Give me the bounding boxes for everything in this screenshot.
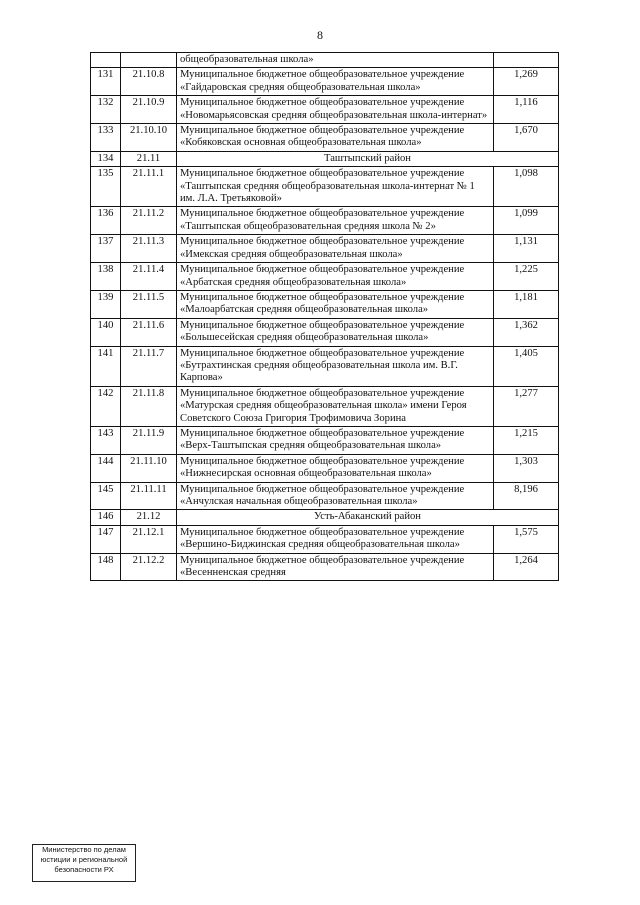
table-body (91, 53, 559, 581)
coefficient-value-cell: 1,131 (494, 235, 559, 263)
coefficient-value-cell: 1,670 (494, 124, 559, 152)
institution-name-cell: Муниципальное бюджетное общеобразовательное учреждение «Верх-Таштыпская средняя общеобразовательная школа» (177, 426, 494, 454)
name-cell: общеобразовательная школа» (177, 53, 494, 68)
table-row-continuation (91, 53, 559, 68)
num-cell (91, 53, 121, 68)
stamp-line: безопасности РХ (54, 865, 114, 874)
coefficient-value-cell: 1,099 (494, 207, 559, 235)
institution-name-cell: Муниципальное бюджетное общеобразовательное учреждение «Матурская средняя общеобразовательная школа» имени Героя Советского Союза Григория Трофимовича Зорина (177, 386, 494, 426)
table-row (91, 124, 559, 152)
table-row (91, 290, 559, 318)
row-code-cell: 21.11 (121, 151, 177, 166)
row-number-cell: 140 (91, 318, 121, 346)
row-code-cell: 21.11.4 (121, 263, 177, 291)
row-code-cell: 21.11.8 (121, 386, 177, 426)
coefficient-value-cell: 8,196 (494, 482, 559, 510)
row-code-cell: 21.11.6 (121, 318, 177, 346)
row-number-cell: 136 (91, 207, 121, 235)
row-number-cell: 145 (91, 482, 121, 510)
row-code-cell: 21.11.3 (121, 235, 177, 263)
table-row (91, 235, 559, 263)
coefficient-value-cell: 1,362 (494, 318, 559, 346)
coefficient-value-cell: 1,277 (494, 386, 559, 426)
row-code-cell: 21.12.2 (121, 553, 177, 581)
table-row (91, 454, 559, 482)
institution-name-cell: Муниципальное бюджетное общеобразовательное учреждение «Малоарбатская средняя общеобразовательная школа» (177, 290, 494, 318)
row-code-cell: 21.10.10 (121, 124, 177, 152)
row-code-cell: 21.11.2 (121, 207, 177, 235)
coefficient-value-cell: 1,098 (494, 167, 559, 207)
coefficient-value-cell: 1,575 (494, 525, 559, 553)
coefficient-value-cell: 1,303 (494, 454, 559, 482)
institution-name-cell: Муниципальное бюджетное общеобразовательное учреждение «Гайдаровская средняя общеобразовательная школа» (177, 68, 494, 96)
table-row (91, 386, 559, 426)
code-cell (121, 53, 177, 68)
row-number-cell: 147 (91, 525, 121, 553)
table-row (91, 525, 559, 553)
coefficient-value-cell: 1,264 (494, 553, 559, 581)
row-code-cell: 21.10.8 (121, 68, 177, 96)
table-row-region (91, 510, 559, 525)
row-number-cell: 141 (91, 346, 121, 386)
institution-name-cell: Муниципальное бюджетное общеобразовательное учреждение «Бутрахтинская средняя общеобразовательная школа им. В.Г. Карпова» (177, 346, 494, 386)
table-row (91, 426, 559, 454)
row-code-cell: 21.10.9 (121, 96, 177, 124)
row-code-cell: 21.11.7 (121, 346, 177, 386)
institution-name-cell: Муниципальное бюджетное общеобразовательное учреждение «Таштыпская средняя общеобразовательная школа-интернат № 1 им. Л.А. Третьяковой» (177, 167, 494, 207)
stamp-line: юстиции и региональной (40, 855, 128, 864)
row-number-cell: 133 (91, 124, 121, 152)
institution-name-cell: Муниципальное бюджетное общеобразовательное учреждение «Имекская средняя общеобразовательная школа» (177, 235, 494, 263)
row-number-cell: 139 (91, 290, 121, 318)
table-row (91, 346, 559, 386)
row-number-cell: 135 (91, 167, 121, 207)
row-code-cell: 21.12 (121, 510, 177, 525)
row-number-cell: 134 (91, 151, 121, 166)
table-row-region (91, 151, 559, 166)
coefficient-value-cell: 1,215 (494, 426, 559, 454)
table-row (91, 553, 559, 581)
institution-name-cell: Муниципальное бюджетное общеобразовательное учреждение «Нижнесирская основная общеобразовательная школа» (177, 454, 494, 482)
row-code-cell: 21.11.11 (121, 482, 177, 510)
institution-name-cell: Муниципальное бюджетное общеобразовательное учреждение «Арбатская средняя общеобразовательная школа» (177, 263, 494, 291)
row-number-cell: 144 (91, 454, 121, 482)
table-row (91, 263, 559, 291)
table-row (91, 318, 559, 346)
row-number-cell: 132 (91, 96, 121, 124)
value-cell (494, 53, 559, 68)
row-code-cell: 21.11.10 (121, 454, 177, 482)
schools-table (90, 52, 559, 581)
row-code-cell: 21.12.1 (121, 525, 177, 553)
row-number-cell: 143 (91, 426, 121, 454)
coefficient-value-cell: 1,181 (494, 290, 559, 318)
row-number-cell: 131 (91, 68, 121, 96)
institution-name-cell: Муниципальное бюджетное общеобразовательное учреждение «Вершино-Биджинская средняя общеобразовательная школа» (177, 525, 494, 553)
table-row (91, 482, 559, 510)
page-number: 8 (317, 28, 323, 42)
institution-name-cell: Муниципальное бюджетное общеобразовательное учреждение «Кобяковская основная общеобразовательная школа» (177, 124, 494, 152)
row-code-cell: 21.11.1 (121, 167, 177, 207)
coefficient-value-cell: 1,269 (494, 68, 559, 96)
institution-name-cell: Муниципальное бюджетное общеобразовательное учреждение «Таштыпская общеобразовательная средняя школа № 2» (177, 207, 494, 235)
row-number-cell: 137 (91, 235, 121, 263)
stamp-line: Министерство по делам (42, 845, 126, 854)
row-number-cell: 138 (91, 263, 121, 291)
table-row (91, 167, 559, 207)
coefficient-value-cell: 1,405 (494, 346, 559, 386)
table-row (91, 207, 559, 235)
region-name-cell: Усть-Абаканский район (177, 510, 559, 525)
row-code-cell: 21.11.5 (121, 290, 177, 318)
row-number-cell: 146 (91, 510, 121, 525)
institution-name-cell: Муниципальное бюджетное общеобразовательное учреждение «Весенненская средняя (177, 553, 494, 581)
ministry-stamp (32, 844, 136, 882)
table-row (91, 68, 559, 96)
institution-name-cell: Муниципальное бюджетное общеобразовательное учреждение «Анчулская начальная общеобразовательная школа» (177, 482, 494, 510)
institution-name-cell: Муниципальное бюджетное общеобразовательное учреждение «Большесейская средняя общеобразовательная школа» (177, 318, 494, 346)
coefficient-value-cell: 1,225 (494, 263, 559, 291)
row-number-cell: 148 (91, 553, 121, 581)
coefficient-value-cell: 1,116 (494, 96, 559, 124)
institution-name-cell: Муниципальное бюджетное общеобразовательное учреждение «Новомарьясовская средняя общеобразовательная школа-интернат» (177, 96, 494, 124)
table-row (91, 96, 559, 124)
row-number-cell: 142 (91, 386, 121, 426)
region-name-cell: Таштыпский район (177, 151, 559, 166)
row-code-cell: 21.11.9 (121, 426, 177, 454)
